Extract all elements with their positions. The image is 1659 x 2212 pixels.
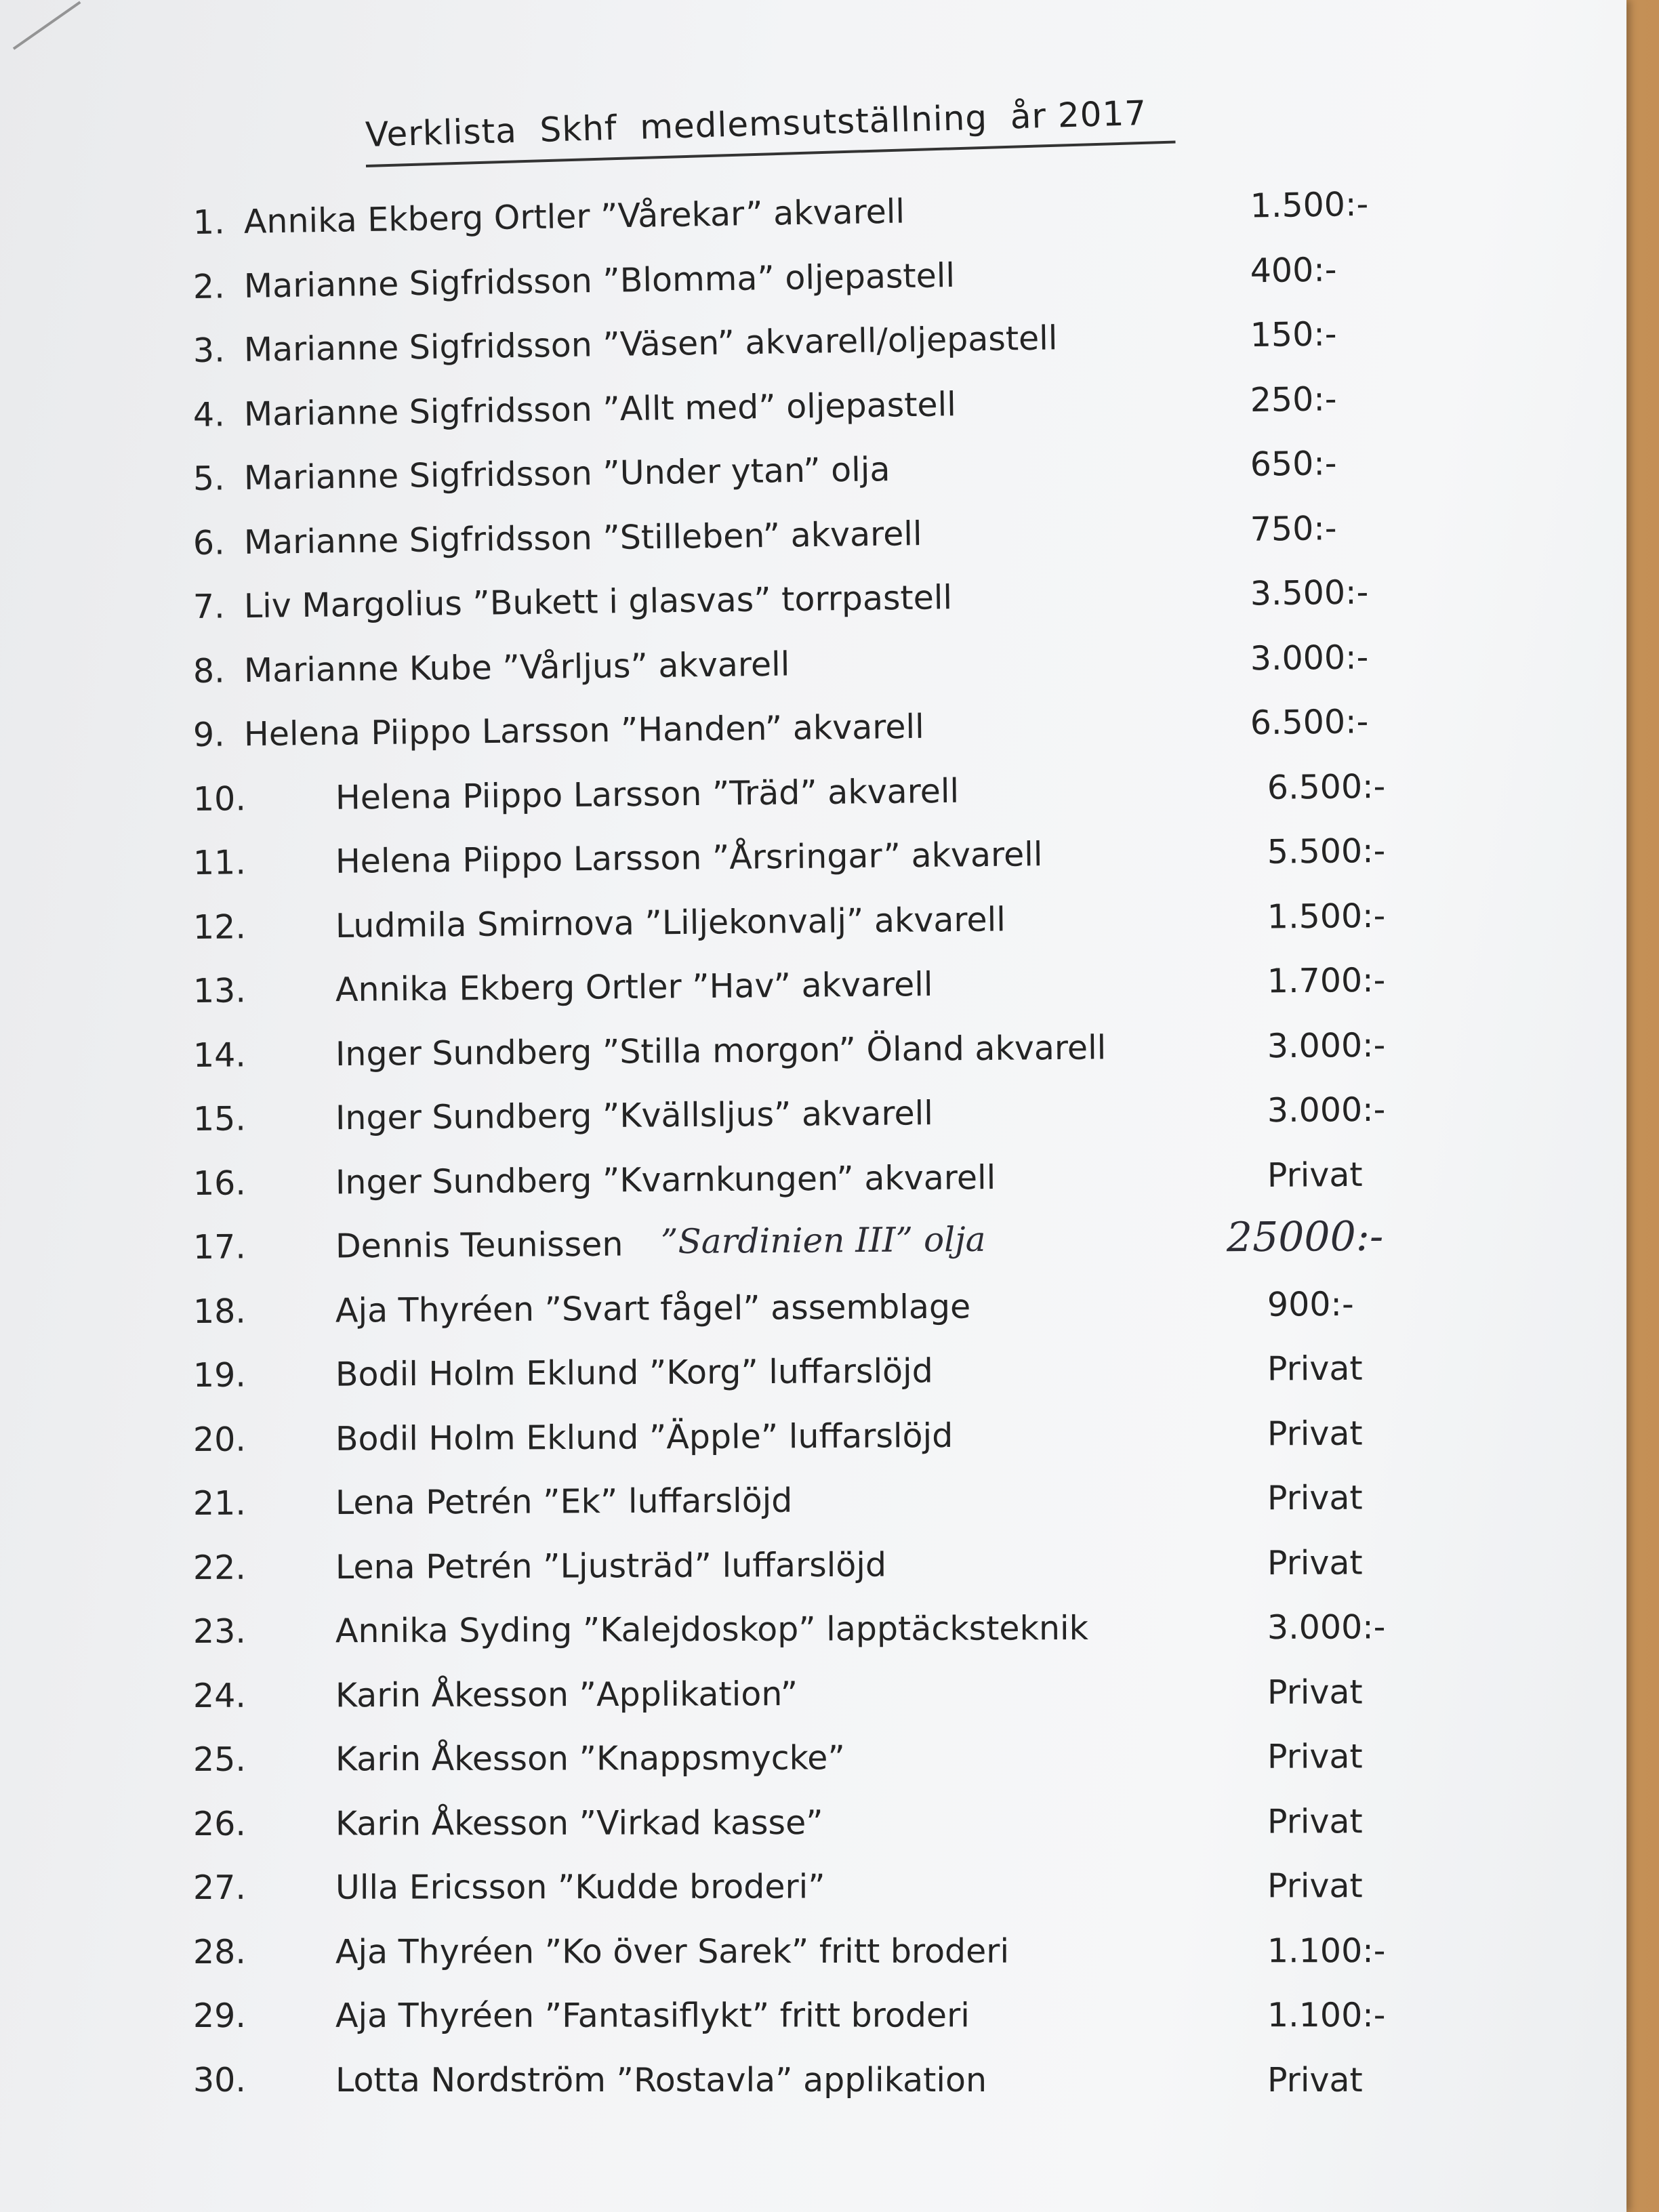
entry-description: Helena Piippo Larsson ”Handen” akvarell	[243, 707, 924, 754]
list-item	[192, 184, 1413, 251]
entry-price: Privat	[1267, 1866, 1363, 1906]
list-item	[193, 702, 1414, 763]
list-item	[193, 1155, 1413, 1212]
entry-description: Karin Åkesson ”Knappsmycke”	[335, 1738, 845, 1779]
entry-price: 3.500:-	[1250, 573, 1369, 613]
entry-description: Marianne Sigfridsson ”Stilleben” akvarell	[243, 514, 922, 562]
list-item	[193, 2061, 1413, 2108]
entry-number: 28.	[192, 1932, 246, 1971]
entry-price: 3.000:-	[1267, 1607, 1386, 1647]
list-item	[193, 573, 1414, 635]
entry-description: Lena Petrén ”Ljusträd” luffarslöjd	[335, 1545, 887, 1586]
entry-description: Marianne Sigfridsson ”Blomma” oljepastell	[243, 255, 956, 306]
entry-price: 1.500:-	[1267, 896, 1386, 937]
entry-price: 3.000:-	[1267, 1090, 1386, 1130]
list-item	[193, 1737, 1413, 1788]
entry-price: 6.500:-	[1267, 766, 1386, 807]
entry-number: 19.	[192, 1355, 247, 1395]
entry-number: 27.	[192, 1868, 246, 1907]
entry-price: Privat	[1267, 1414, 1363, 1453]
list-item	[193, 378, 1414, 443]
entry-price: 650:-	[1250, 444, 1337, 484]
entry-number: 15.	[192, 1099, 247, 1139]
entry-number: 23.	[192, 1612, 247, 1651]
list-item	[193, 960, 1414, 1019]
list-item	[193, 766, 1414, 827]
entry-description: Dennis Teunissen	[335, 1225, 623, 1266]
list-item	[193, 443, 1414, 507]
entry-number: 7.	[192, 587, 226, 626]
list-item	[193, 1607, 1413, 1660]
entry-description: Marianne Sigfridsson ”Allt med” oljepastell	[243, 384, 957, 434]
entry-description: Inger Sundberg ”Kvarnkungen” akvarell	[335, 1158, 996, 1202]
entry-price: 900:-	[1267, 1284, 1354, 1324]
entry-description: Helena Piippo Larsson ”Träd” akvarell	[335, 771, 960, 817]
entry-price: 250:-	[1250, 379, 1337, 419]
entry-price: 6.500:-	[1250, 702, 1369, 743]
list-item	[193, 1090, 1414, 1147]
entry-price: 1.100:-	[1267, 1996, 1386, 2035]
entry-number: 1.	[192, 203, 226, 242]
entry-price: 5.500:-	[1267, 831, 1386, 872]
entry-number: 16.	[192, 1163, 247, 1203]
list-item	[192, 1212, 1413, 1275]
entry-price: 1.700:-	[1267, 960, 1386, 1001]
list-item	[193, 1025, 1414, 1084]
list-item	[193, 1414, 1413, 1468]
entry-description: Ludmila Smirnova ”Liljekonvalj” akvarell	[335, 899, 1006, 945]
entry-price: 750:-	[1250, 508, 1337, 549]
list-item	[192, 249, 1413, 314]
list-item	[193, 637, 1414, 699]
entry-number: 20.	[192, 1420, 247, 1459]
entry-description: Lotta Nordström ”Rostavla” applikation	[335, 2060, 987, 2100]
entry-number: 4.	[192, 394, 226, 434]
list-item	[193, 831, 1414, 891]
entry-number: 29.	[192, 1996, 246, 2035]
entry-description: Liv Margolius ”Bukett i glasvas” torrpastell	[243, 578, 953, 626]
entry-price: 400:-	[1250, 249, 1337, 290]
entry-price: 150:-	[1250, 314, 1337, 355]
list-item	[193, 1543, 1413, 1596]
entry-description: Marianne Sigfridsson ”Under ytan” olja	[243, 450, 890, 497]
list-item	[193, 508, 1414, 571]
entry-number: 18.	[192, 1291, 247, 1331]
entry-description: Bodil Holm Eklund ”Äpple” luffarslöjd	[335, 1416, 954, 1458]
entry-description: Annika Ekberg Ortler ”Vårekar” akvarell	[243, 192, 905, 241]
list-item	[193, 1931, 1413, 1980]
list-item	[193, 896, 1414, 956]
list-item	[193, 1802, 1413, 1852]
entry-description: Bodil Holm Eklund ”Korg” luffarslöjd	[335, 1351, 933, 1394]
entry-number: 3.	[192, 331, 226, 370]
entry-price: Privat	[1267, 1155, 1363, 1195]
entry-number: 6.	[192, 523, 226, 562]
entry-description: Marianne Kube ”Vårljus” akvarell	[243, 644, 790, 690]
entry-description: Karin Åkesson ”Applikation”	[335, 1674, 798, 1715]
entry-price: 25000:-	[1226, 1212, 1384, 1262]
entry-description: Aja Thyréen ”Fantasiflykt” fritt broderi	[335, 1996, 970, 2035]
list-item	[193, 1996, 1413, 2044]
entry-number: 9.	[192, 715, 226, 754]
entry-price: Privat	[1267, 1672, 1363, 1712]
entry-description: Marianne Sigfridsson ”Väsen” akvarell/oljepastell	[243, 319, 1058, 369]
entry-description: Inger Sundberg ”Kvällsljus” akvarell	[335, 1094, 934, 1138]
entry-number: 21.	[192, 1483, 247, 1523]
entry-number: 30.	[193, 2060, 246, 2100]
entry-description: Karin Åkesson ”Virkad kasse”	[335, 1803, 823, 1843]
entry-price: 3.000:-	[1267, 1025, 1386, 1065]
entry-price: 1.500:-	[1250, 184, 1369, 226]
entry-description: Helena Piippo Larsson ”Årsringar” akvarell	[335, 835, 1043, 881]
list-item	[192, 314, 1413, 379]
entry-number: 17.	[192, 1227, 247, 1267]
list-item	[193, 1478, 1413, 1532]
entry-number: 12.	[192, 907, 247, 947]
entry-price: Privat	[1267, 2060, 1363, 2100]
entry-number: 25.	[192, 1740, 246, 1779]
entry-price: Privat	[1267, 1801, 1363, 1841]
entry-number: 5.	[192, 459, 226, 498]
entry-number: 22.	[192, 1548, 247, 1587]
entry-price: 1.100:-	[1267, 1931, 1386, 1970]
entry-description: Annika Ekberg Ortler ”Hav” akvarell	[335, 964, 933, 1010]
entry-number: 10.	[192, 779, 247, 819]
document-title: Verklista Skhf medlemsutställning år 2017	[365, 93, 1147, 155]
entry-price: Privat	[1267, 1478, 1363, 1518]
entry-number: 24.	[192, 1676, 247, 1715]
entry-number: 11.	[192, 843, 247, 882]
entry-description: Aja Thyréen ”Ko över Sarek” fritt broderi	[335, 1931, 1010, 1971]
entry-number: 14.	[192, 1035, 247, 1075]
entry-description: Lena Petrén ”Ek” luffarslöjd	[335, 1481, 793, 1522]
entry-number: 8.	[192, 651, 226, 691]
entry-description: Aja Thyréen ”Svart fågel” assemblage	[335, 1287, 971, 1330]
entry-price: Privat	[1267, 1349, 1363, 1389]
entry-handwritten-title: ”Sardinien III” olja	[660, 1219, 986, 1262]
list-item	[193, 1673, 1413, 1724]
list-item	[193, 1284, 1413, 1340]
list-item	[193, 1866, 1413, 1916]
entry-number: 13.	[192, 971, 247, 1010]
entry-number: 2.	[192, 266, 226, 306]
entry-description: Inger Sundberg ”Stilla morgon” Öland akvarell	[335, 1027, 1107, 1073]
entry-price: 3.000:-	[1250, 637, 1369, 678]
entry-price: Privat	[1267, 1543, 1363, 1582]
entry-description: Annika Syding ”Kalejdoskop” lapptäcksteknik	[335, 1608, 1089, 1651]
entry-price: Privat	[1267, 1737, 1363, 1776]
entry-description: Ulla Ericsson ”Kudde broderi”	[335, 1867, 825, 1907]
list-item	[193, 1349, 1413, 1404]
entry-number: 26.	[192, 1804, 246, 1843]
